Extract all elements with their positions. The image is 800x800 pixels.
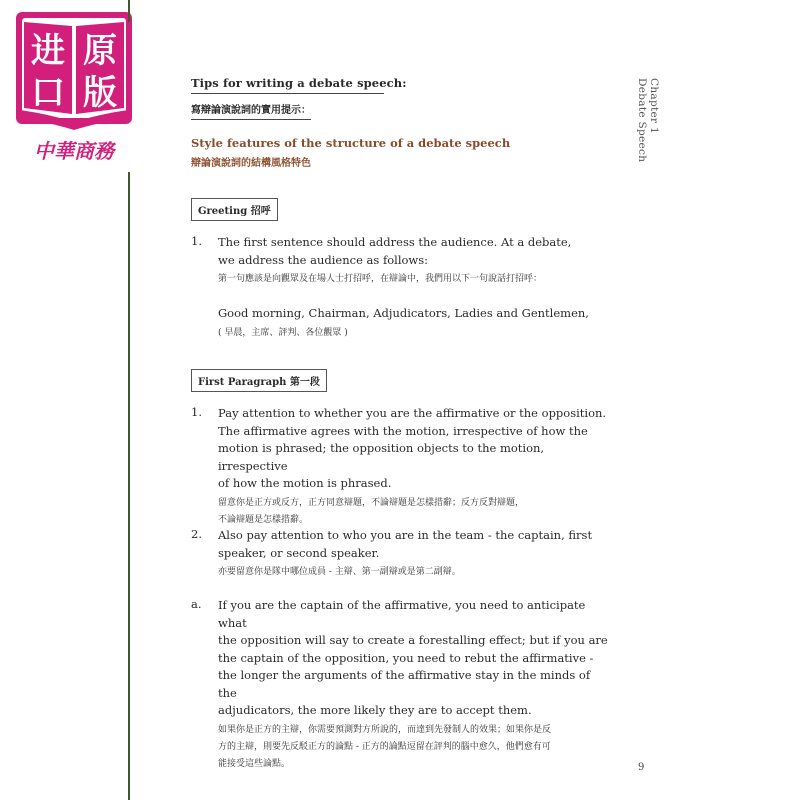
brand-name: 中華商務 bbox=[34, 139, 114, 163]
item-text-zh: 能接受這些論點。 bbox=[218, 758, 291, 769]
item-text-zh: 留意你是正方或反方，正方同意辯題，不論辯題是怎樣措辭；反方反對辯題， bbox=[218, 497, 525, 508]
style-features-heading bbox=[191, 136, 510, 169]
item-text-zh: 亦要留意你是隊中哪位成員 - 主辯、第一副辯或是第二副辯。 bbox=[218, 567, 461, 577]
running-header bbox=[636, 78, 660, 162]
list-item bbox=[191, 405, 611, 529]
logo-char-4: 版 bbox=[83, 73, 117, 113]
item-text-zh: 如果你是正方的主辯，你需要預測對方所說的，而達到先發制人的效果；如果你是反 bbox=[218, 724, 552, 735]
chapter-title: Debate Speech bbox=[636, 78, 648, 163]
item-text: the longer the arguments of the affirmative stay in the minds of the bbox=[218, 668, 591, 700]
tips-heading-en: Tips for writing a debate speech: bbox=[191, 76, 407, 90]
item-text: we address the audience as follows: bbox=[218, 252, 429, 267]
item-text: motion is phrased; the opposition objects to the motion, irrespective bbox=[218, 441, 545, 473]
section-label-first-paragraph: First Paragraph 第一段 bbox=[191, 369, 327, 392]
list-item-number: 2. bbox=[191, 527, 202, 541]
item-text: the captain of the opposition, you need to rebut the affirmative - bbox=[218, 650, 594, 665]
item-text-zh: 方的主辯，則要先反駁正方的論點 - 正方的論點逗留在評判的腦中愈久，他們愈有可 bbox=[218, 741, 551, 752]
margin-rule bbox=[128, 172, 130, 800]
list-item-number: a. bbox=[191, 597, 202, 611]
tips-heading bbox=[191, 76, 407, 120]
item-text: Pay attention to whether you are the affirmative or the opposition. bbox=[218, 406, 607, 420]
item-text: The affirmative agrees with the motion, irrespective of how the bbox=[218, 423, 588, 438]
list-item-number: 1. bbox=[191, 405, 202, 419]
logo-char-1: 进 bbox=[31, 31, 65, 71]
logo-char-2: 原 bbox=[83, 31, 117, 71]
page-number: 9 bbox=[638, 762, 645, 773]
item-text: adjudicators, the more likely they are to accept them. bbox=[218, 703, 532, 717]
item-text-zh: 不論辯題是怎樣措辭。 bbox=[218, 514, 309, 525]
list-item bbox=[191, 597, 611, 773]
item-text: Also pay attention to who you are in the team - the captain, first bbox=[218, 528, 593, 542]
chapter-label: Chapter 1 bbox=[648, 78, 660, 134]
publisher-logo bbox=[14, 10, 134, 170]
item-text: of how the motion is phrased. bbox=[218, 476, 392, 490]
section-label-greeting: Greeting 招呼 bbox=[191, 198, 278, 221]
style-features-heading-en: Style features of the structure of a debate speech bbox=[191, 136, 511, 150]
list-item-number: 1. bbox=[191, 234, 202, 248]
item-text: speaker, or second speaker. bbox=[218, 545, 380, 560]
greeting-phrase: Good morning, Chairman, Adjudicators, Ladies and Gentlemen, bbox=[218, 306, 589, 320]
logo-graphic bbox=[14, 10, 134, 170]
list-item bbox=[191, 234, 611, 342]
tips-heading-underline bbox=[191, 93, 384, 94]
logo-char-3: 口 bbox=[31, 73, 65, 113]
tips-heading-zh: 寫辯論演說詞的實用提示： bbox=[191, 101, 311, 120]
item-text: the opposition will say to create a forestalling effect; but if you are bbox=[218, 633, 608, 647]
list-item bbox=[191, 527, 611, 581]
greeting-phrase-zh: ( 早晨，主席、評判、各位觀眾 ) bbox=[218, 327, 348, 338]
style-features-heading-zh: 辯論演說詞的結構風格特色 bbox=[191, 158, 311, 169]
item-text-zh: 第一句應該是向觀眾及在場人士打招呼，在辯論中，我們用以下一句說話打招呼： bbox=[218, 274, 543, 284]
item-text: If you are the captain of the affirmative, you need to anticipate what bbox=[218, 598, 586, 630]
item-text: The first sentence should address the audience. At a debate, bbox=[218, 235, 572, 249]
margin-rule-top bbox=[128, 0, 130, 22]
